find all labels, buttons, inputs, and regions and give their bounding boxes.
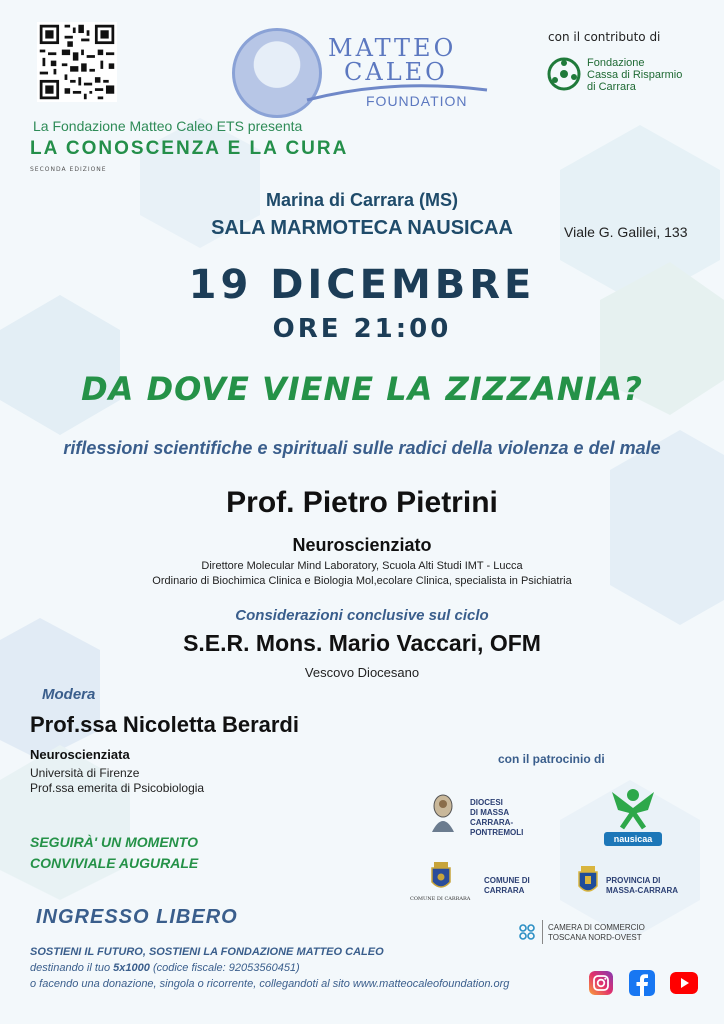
youtube-icon[interactable]	[670, 972, 698, 994]
contributor-label: con il contributo di	[548, 30, 661, 44]
moderator-label: Modera	[42, 686, 96, 703]
convivial-line1: SEGUIRÀ' UN MOMENTO	[30, 834, 198, 850]
logo-text-line2: CALEO	[344, 58, 448, 86]
support-5x1000: 5x1000	[113, 962, 150, 974]
event-city: Marina di Carrara (MS)	[265, 190, 459, 210]
conclusion-label: Considerazioni conclusive sul ciclo	[235, 607, 489, 624]
convivial-line2: CONVIVIALE AUGURALE	[30, 855, 199, 871]
camera-text	[548, 923, 645, 943]
camera-commercio-logo	[516, 920, 656, 946]
fondazione-emblem-icon	[547, 57, 581, 91]
comune-line1: COMUNE DI	[484, 876, 530, 885]
provincia-crest-icon	[576, 866, 600, 898]
event-venue: SALA MARMOTECA NAUSICAA	[211, 217, 513, 239]
camera-line1: CAMERA DI COMMERCIO	[548, 923, 645, 932]
diocesi-line2: DI MASSA	[470, 808, 510, 817]
diocesi-line3: CARRARA-	[470, 818, 514, 827]
facebook-icon[interactable]	[629, 970, 655, 996]
foundation-logo	[232, 26, 502, 116]
fondazione-cassa-logo	[547, 55, 697, 95]
camera-line2: TOSCANA NORD-OVEST	[548, 933, 642, 942]
diocesi-text	[470, 798, 523, 838]
event-date: 19 DICEMBRE	[188, 262, 536, 308]
instagram-icon[interactable]	[589, 971, 613, 995]
camera-commercio-icon	[516, 921, 538, 943]
speaker-name: Prof. Pietro Pietrini	[226, 486, 498, 519]
provincia-line1: PROVINCIA DI	[606, 876, 661, 885]
nausicaa-logo	[598, 786, 668, 852]
speaker-affiliation-2: Ordinario di Biochimica Clinica e Biologia Mol,ecolare Clinica, specialista in Psichiatria	[152, 575, 572, 587]
comune-text	[484, 876, 530, 896]
provincia-logo	[576, 866, 706, 906]
camera-divider	[542, 920, 543, 944]
support-prefix: destinando il tuo	[30, 962, 114, 974]
patronage-label: con il patrocinio di	[498, 752, 605, 766]
provincia-text	[606, 876, 678, 896]
qr-code-icon[interactable]	[37, 22, 117, 102]
diocesi-line1: DIOCESI	[470, 798, 503, 807]
conclusion-speaker-role: Vescovo Diocesano	[304, 665, 420, 680]
speaker-role: Neuroscienziato	[292, 535, 432, 555]
diocesi-line4: PONTREMOLI	[470, 828, 524, 837]
event-subtitle: riflessioni scientifiche e spirituali sulle radici della violenza e del male	[63, 438, 661, 458]
fondazione-line2: Cassa di Risparmio	[587, 69, 683, 81]
fondazione-line1: Fondazione	[587, 57, 645, 69]
nausicaa-figure-icon	[608, 786, 658, 830]
logo-text-line3: FOUNDATION	[366, 93, 468, 109]
comune-crest-icon	[428, 862, 454, 894]
event-time: ORE 21:00	[272, 314, 452, 344]
comune-line2: CARRARA	[484, 886, 525, 895]
nausicaa-wordmark: nausicaa	[604, 832, 662, 846]
diocesi-logo	[426, 792, 546, 844]
series-title: LA CONOSCENZA E LA CURA	[30, 138, 349, 159]
moderator-role: Neuroscienziata	[30, 747, 130, 762]
diocesi-emblem-icon	[426, 792, 460, 836]
moderator-affiliation-2: Prof.ssa emerita di Psicobiologia	[30, 781, 205, 795]
support-suffix: (codice fiscale: 92053560451)	[149, 962, 300, 974]
fondazione-text	[587, 57, 682, 93]
moderator-affiliation-1: Università di Firenze	[30, 766, 140, 780]
provincia-line2: MASSA-CARRARA	[606, 886, 678, 895]
support-5x1000-line	[30, 962, 300, 974]
convivial-note	[30, 832, 198, 874]
event-address: Viale G. Galilei, 133	[564, 224, 688, 240]
free-entry-label: INGRESSO LIBERO	[36, 906, 238, 928]
presenta-text: La Fondazione Matteo Caleo ETS presenta	[33, 118, 303, 134]
conclusion-speaker-name: S.E.R. Mons. Mario Vaccari, OFM	[183, 630, 541, 656]
logo-text-line1: MATTEO	[328, 34, 457, 62]
speaker-affiliation-1: Direttore Molecular Mind Laboratory, Scuola Alti Studi IMT - Lucca	[201, 560, 523, 572]
edition-label: SECONDA EDIZIONE	[30, 166, 107, 173]
support-title: SOSTIENI IL FUTURO, SOSTIENI LA FONDAZIONE MATTEO CALEO	[30, 946, 384, 958]
support-website-line[interactable]: o facendo una donazione, singola o ricorrente, collegandoti al sito www.matteocaleofoundation.org	[30, 978, 510, 990]
comune-carrara-logo	[410, 862, 540, 912]
event-headline: DA DOVE VIENE LA ZIZZANIA?	[81, 370, 643, 408]
fondazione-line3: di Carrara	[587, 81, 636, 93]
moderator-name: Prof.ssa Nicoletta Berardi	[30, 712, 299, 737]
comune-caption: COMUNE DI CARRARA	[410, 896, 471, 902]
